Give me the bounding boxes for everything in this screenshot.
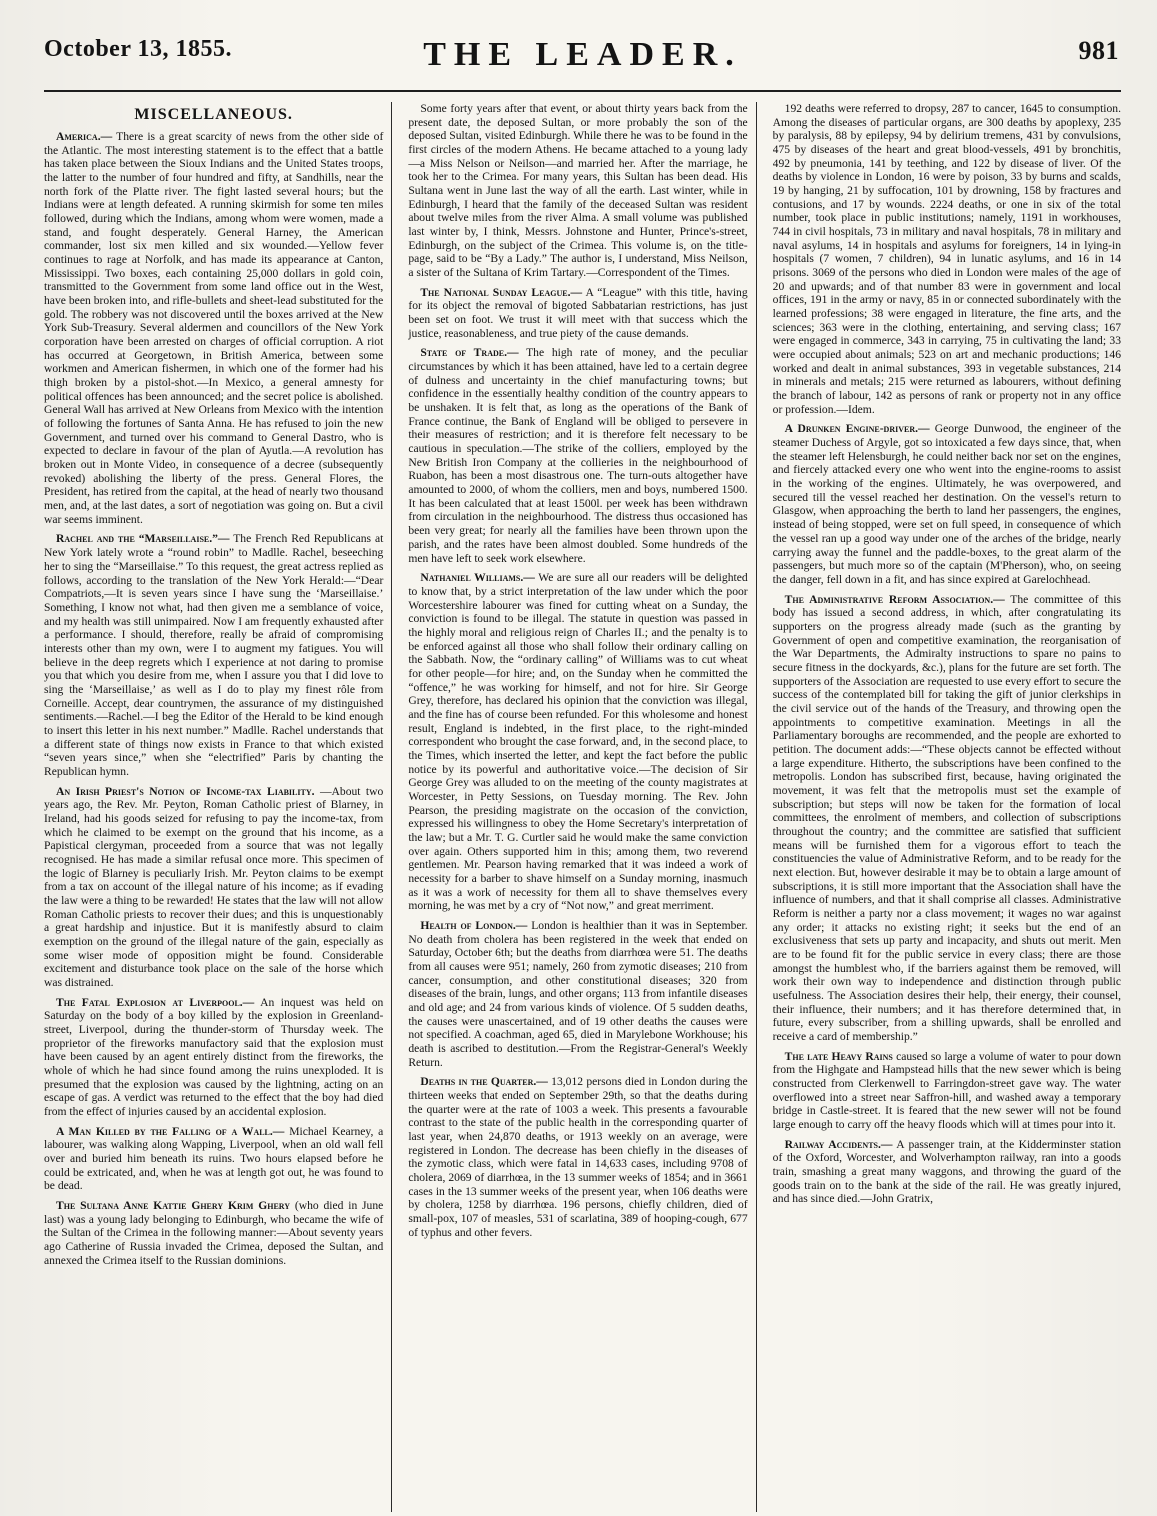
- article-heading: State of Trade.—: [420, 346, 519, 360]
- article-heavy-rains: [773, 1050, 1121, 1132]
- issue-date: October 13, 1855.: [44, 36, 233, 62]
- article-health-of-london: [408, 919, 747, 1069]
- article-administrative-reform: [773, 593, 1121, 1044]
- column-3: [773, 102, 1121, 1512]
- article-heading: Rachel and the “Marseillaise.”—: [56, 532, 230, 546]
- article-body: (who died in June last) was a young lady belonging to Edinburgh, who became the wife of the Sultan of the Crimea in the following manner:—About seventy years ago Catherine of Russia invaded the Crimea, deposed the Sultan, and annexed the Crimea itself to the Russian dominions.: [44, 1199, 384, 1267]
- article-state-of-trade: [408, 346, 747, 565]
- publication-title: THE LEADER.: [423, 36, 742, 73]
- article-heading: The Fatal Explosion at Liverpool.—: [56, 995, 255, 1009]
- article-heading: An Irish Priest's Notion of Income-tax Liability.: [56, 784, 315, 798]
- article-liverpool-explosion: [44, 996, 383, 1119]
- article-sultana-continued: [408, 102, 747, 280]
- article-railway-accidents: [773, 1138, 1121, 1206]
- article-body: The high rate of money, and the peculiar circumstances by which it has been attained, have led to a certain degree of dulness and uncertainty in the chief manufacturing towns; but confidence in the essentially healthy condition of the country appears to be unshaken. It is felt that, as long as the operations of the Bank of France continue, the Bank of England will be obliged to persevere in their measures of restriction; and it is therefore felt necessary to be cautious in speculation.—The strike of the colliers, employed by the New British Iron Company at the collieries in the neighbourhood of Ruabon, has been a most disastrous one. The turn-outs altogether have amounted to 2000, of whom the colliers, men and boys, numbered 1500. It has been calculated that at least 1500l. per week has been withdrawn from circulation in the neighbourhood. The distress thus occasioned has been very great; for nearly all the families have been thrown upon the parish, and the rates have been almost doubled. Some hundreds of the men have left to seek work elsewhere.: [408, 346, 748, 565]
- article-drunken-engine-driver: [773, 422, 1121, 586]
- column-2: [408, 102, 756, 1512]
- article-heading: The Administrative Reform Association.—: [784, 592, 1005, 606]
- article-body: The French Red Republicans at New York lately wrote a “round robin” to Madlle. Rachel, beseeching her to sing the “Marseillaise.” To this request, the great actress replied as follows, according to the translation of the New York Herald:—“Dear Compatriots,—It is seven years since I have sung the ‘Marseillaise.’ Something, I know not what, had then given me a semblance of voice, and my health was still unimpaired. Now I am frequently exhausted after a performance. I should, therefore, really be afraid of compromising interests other than my own, were I to augment my fatigues. You will believe in the deep regrets which I experience at not daring to promise you that which you desire from me, when I assure you that I did love to sing the ‘Marseillaise,’ as well as I do to play my finest rôle from Corneille. Accept, dear countrymen, the assurance of my distinguished sentiments.—Rachel.—I beg the Editor of the Herald to be kind enough to insert this letter in his next number.” Madlle. Rachel understands that a different state of things now exists in France to that which existed “seven years since,” when she “electrified” Paris by chanting the Republican hymn.: [44, 532, 384, 778]
- article-body: —About two years ago, the Rev. Mr. Peyton, Roman Catholic priest of Blarney, in Ireland, had his goods seized for refusing to pay the income-tax, from which he claimed to be exempt on the ground that his income, as a Papistical clergyman, proceeded from a source that was not legally recognised. He has made a similar refusal once more. This specimen of the logic of Blarney is peculiarly Irish. Mr. Peyton claims to be exempt from a tax on account of the illegal nature of his income; as if evading the law were a thing to be rewarded! He states that the law will not allow Roman Catholic priests to recover their dues; and this is unquestionably a great hardship and injustice. But it is manifestly absurd to claim exemption on the ground of the illegal nature of the gain, especially as some wiser mode of opposition might be found. Considerable excitement and disturbance took place on the sale of the horse which was distrained.: [44, 784, 384, 989]
- article-columns: [44, 102, 1121, 1512]
- article-heading: Deaths in the Quarter.—: [420, 1075, 548, 1089]
- article-deaths-in-quarter: [408, 1075, 747, 1239]
- article-sultana-anne: [44, 1199, 383, 1267]
- article-body: 13,012 persons died in London during the thirteen weeks that ended on September 29th, so that the deaths during the quarter were at the rate of 1003 a week. This presents a favourable contrast to the state of the public health in the corresponding quarter of last year, when 24,870 deaths, or 1913 weekly on an average, were registered in London. The decrease has been chiefly in the diseases of the zymotic class, which were fatal in 14,633 cases, including 9708 of cholera, 2069 of diarrhœa, in the 13 summer weeks of 1854; and in 3661 cases in the 13 summer weeks of the present year, when 106 deaths were by cholera, 1258 by diarrhœa. 196 persons, chiefly children, died of small-pox, 107 of measles, 531 of scarlatina, 389 of hooping-cough, 677 of typhus and other fevers.: [408, 1075, 748, 1239]
- article-body: Some forty years after that event, or about thirty years back from the present date, the deposed Sultan, or more probably the son of the deposed Sultan, visited Edinburgh. While there he was to be found in the first circles of the modern Athens. He became attached to a young lady—a Miss Nelson or Neilson—and married her. After the marriage, he took her to the Crimea. For many years, this Sultan has been dead. His Sultana went in June last the way of all the earth. Last winter, while in Edinburgh, I heard that the family of the deceased Sultan was resident about twelve miles from the river Alma. A small volume was published last winter by, I think, Messrs. Johnstone and Hunter, Prince's-street, Edinburgh, on the subject of the Crimea. This volume is, on the title-page, said to be “By a Lady.” The author is, I understand, Miss Neilson, a sister of the Sultana of Krim Tartary.—Correspondent of the Times.: [408, 102, 748, 280]
- article-national-sunday-league: [408, 286, 747, 341]
- article-body: There is a great scarcity of news from the other side of the Atlantic. The most interesting statement is to the effect that a battle has taken place between the Sioux Indians and the United States troops, the latter to the number of four hundred and fifty, at Sandhills, near the north fork of the Platte river. The fight lasted several hours; but the Indians were at length defeated. A running skirmish for some ten miles followed, during which the Indians, among whom were women, made a stand, and fought desperately. General Harney, the American commander, lost six men killed and six wounded.—Yellow fever continues to rage at Norfolk, and has made its appearance at Canton, Mississippi. Two boxes, each containing 25,000 dollars in gold coin, transmitted to the Government from some land office out in the West, have been broken into, and rifle-bullets and sheet-lead substituted for the gold. The robbery was not discovered until the boxes arrived at the New York Sub-Treasury. Several aldermen and councillors of the New York corporation have been arrested on charges of official corruption. A riot has occurred at Georgetown, in British America, between some workmen and American fishermen, in which one of the former had his thigh broken by a pistol-shot.—In Mexico, a general amnesty for political offences has been announced; and the secret police is abolished. General Wall has arrived at New Orleans from Mexico with the intention of following the fortunes of Santa Anna. He has refused to join the new Government, and turned over his command to General Dastro, who is expected to declare in favour of the plan of Ayutla.—A revolution has broken out in Monte Video, in consequence of a decree (subsequently revoked) abolishing the liberty of the press. General Flores, the President, has retired from the capital, at the head of nearly two thousand men, and, at the last dates, a sort of negotiation was going on. But a civil war seems imminent.: [44, 130, 384, 526]
- article-heading: Railway Accidents.—: [784, 1137, 893, 1151]
- article-heading: America.—: [56, 130, 113, 143]
- article-heading: The late Heavy Rains: [784, 1049, 893, 1063]
- article-heading: A Man Killed by the Falling of a Wall.—: [56, 1124, 285, 1138]
- article-body: A “League” with this title, having for its object the removal of bigoted Sabbatarian restrictions, has just been set on foot. We trust it will meet with that success which the justice, reasonableness, and true piety of the cause demands.: [408, 285, 748, 340]
- article-body: We are sure all our readers will be delighted to know that, by a strict interpretation of the law under which the poor Worcestershire labourer was fined for cutting wheat on a Sunday, the conviction is found to be illegal. The statute in question was passed in the highly moral and religious reign of Charles II.; and the penalty is to be enforced against all those who shall follow their ordinary calling on the Sabbath. Now, the “ordinary calling” of Williams was to cut wheat for other people—for hire; and, on the Sunday when he committed the “offence,” he was working for himself, and not for hire. Sir George Grey, therefore, has declared his opinion that the conviction was illegal, and the fine has of course been refunded. For this wholesome and honest result, England is indebted, in the first place, to the right-minded correspondent who brought the case forward, and, in the second place, to the Times, which inserted the letter, and kept the fact before the public notice by its powerful and authoritative voice.—The decision of Sir George Grey was alluded to on the meeting of the county magistrates at Worcester, in Petty Sessions, on Tuesday morning. The Rev. John Pearson, the presiding magistrate on the occasion of the conviction, expressed his willingness to obey the Home Secretary's interpretation of the law; but a Mr. T. G. Curtler said he would make the same conviction over again. Others supported him in this; among them, two reverend gentlemen. Mr. Pearson having remarked that it was indeed a work of necessity for a barber to shave himself on a Sunday morning, inasmuch as it was a work of necessity for them all to shave themselves every morning, he was met by a cry of “Not now,” and great merriment.: [408, 571, 748, 913]
- article-body: Michael Kearney, a labourer, was walking along Wapping, Liverpool, when an old wall fell over and buried him beneath its ruins. Two hours elapsed before he could be extricated, and, when he was at length got out, he was found to be dead.: [44, 1124, 384, 1193]
- article-body: London is healthier than it was in September. No death from cholera has been registered in the week that ended on Saturday, October 6th; but the deaths from diarrhœa were 51. The deaths from all causes were 951; namely, 260 from zymotic diseases; 210 from cancer, consumption, and other constitutional diseases; 320 from diseases of the brain, lungs, and other organs; 113 from infantile diseases and old age; and 24 from various kinds of violence. Of 5 sudden deaths, the causes were unascertained, and of 19 other deaths the causes were not specified. A coachman, aged 65, died in Marylebone Workhouse; his death is ascribed to destitution.—From the Registrar-General's Weekly Return.: [408, 918, 748, 1069]
- article-death-statistics-continued: [773, 102, 1121, 416]
- masthead: [44, 34, 1121, 92]
- article-heading: The National Sunday League.—: [420, 285, 583, 299]
- article-falling-wall: [44, 1125, 383, 1193]
- article-irish-priest: [44, 785, 383, 990]
- section-title: MISCELLANEOUS.: [134, 106, 293, 123]
- article-heading: Health of London.—: [420, 918, 528, 932]
- article-heading: Nathaniel Williams.—: [420, 571, 535, 585]
- article-body: 192 deaths were referred to dropsy, 287 to cancer, 1645 to consumption. Among the diseases of particular organs, are 300 deaths by apoplexy, 235 by paralysis, 88 by epilepsy, 94 by delirium tremens, 431 by convulsions, 475 by diseases of the heart and great blood-vessels, 491 by bronchitis, 492 by pneumonia, 141 by teething, and 122 by disease of liver. Of the deaths by violence in London, 16 were by poison, 33 by burns and scalds, 19 by hanging, 21 by suffocation, 101 by drowning, 158 by fractures and contusions, and 17 by wounds. 2224 deaths, or one in six of the total number, took place in public institutions; namely, 1191 in workhouses, 744 in civil hospitals, 73 in military and naval hospitals, 78 in military and naval asylums, 14 in hospitals and asylums for foreigners, 14 in lying-in hospitals (7 women, 7 children), 94 in lunatic asylums, and 16 in 14 prisons. 3069 of the persons who died in London were males of the age of 20 and upwards; and of that number 83 were in government and local offices, 191 in the army or navy, 85 in or connected subordinately with the learned professions; 38 were engaged in literature, the fine arts, and the sciences; 363 were in the clothing, entertaining, and serving class; 167 were engaged in commerce, 343 in carrying, 75 in cultivating the land; 33 were occupied about animals; 523 on art and mechanic productions; 146 worked and dealt in animal substances, 393 in vegetable substances, 214 in minerals and metals; 215 were returned as labourers, without defining the branch of labour, 142 as persons of rank or property not in any office or profession.—Idem.: [772, 102, 1121, 416]
- article-america: [44, 130, 383, 526]
- article-heading: A Drunken Engine-driver.—: [784, 422, 930, 436]
- column-1: [44, 102, 392, 1512]
- article-nathaniel-williams: [408, 571, 747, 913]
- article-body: An inquest was held on Saturday on the body of a boy killed by the explosion in Greenland-street, Liverpool, during the thunder-storm of Thursday week. The proprietor of the fireworks manufactory said that the explosion must have been caused by an agent entirely distinct from the fireworks, the whole of which he had since found among the ruins unexploded. It is presumed that the explosion was caused by the lightning, acting on an escape of gas. A verdict was returned to the effect that the boy had died from the effect of injuries caused by an accidental explosion.: [44, 995, 384, 1119]
- article-heading: The Sultana Anne Kattie Ghery Krim Ghery: [56, 1199, 291, 1213]
- article-body: The committee of this body has issued a second address, in which, after congratulating its supporters on the progress already made (such as the granting by Government of open and competitive examination, the reorganisation of the War Departments, the Admiralty instructions to spare no pains to secure fitness in the dockyards, &c.), plans for the future are set forth. The supporters of the Association are requested to use every effort to secure the success of the contemplated bill for taking the gift of junior clerkships in the civil service out of the hands of the Treasury, and throwing open the appointments to competitive examination. Meetings in all the Parliamentary boroughs are recommended, and the people are exhorted to petition. The document adds:—“These objects cannot be effected without a large expenditure. Hitherto, the subscriptions have been confined to the metropolis. London has subscribed first, because, having originated the movement, it was felt that the metropolis must set the example of subscription; but steps will now be taken for the formation of local committees, the enrolment of members, and collection of subscriptions throughout the country; and the committee are satisfied that sufficient means will be furnished them for a vigorous effort to teach the constituencies the value of Administrative Reform, and to be ready for the next election. But, however desirable it may be to obtain a large amount of subscriptions, it is still more important that the Association shall have the influence of numbers, and that it shall comprise all classes. Administrative Reform is neither a party nor a class movement; it wages no war against any order; it attacks no existing right; it seeks but the end of an exclusiveness that sets up party and incapacity, and shuts out merit. Men are to be found fit for the public service in every class; there are those amongst the humblest who, if the barriers against them be removed, will work their own way to independence and distinction through public usefulness. The Association desires their help, their energy, their counsel, their influence, their numbers; and it has therefore determined that, in future, every subscriber, from a shilling upwards, shall be enrolled and receive a card of membership.”: [772, 592, 1121, 1044]
- article-rachel-marseillaise: [44, 532, 383, 778]
- article-body: caused so large a volume of water to pour down from the Highgate and Hampstead hills that the new sewer which is being constructed from Clerkenwell to Farringdon-street gave way. The water overflowed into a street near Saffron-hill, and washed away a temporary bridge in Castle-street. It is feared that the new sewer will not be found large enough to carry off the heavy floods which will at times pour into it.: [772, 1049, 1121, 1132]
- article-body: George Dunwood, the engineer of the steamer Duchess of Argyle, got so intoxicated a few days since, that, when the steamer left Helensburgh, he could neither back nor set on the engines, and fiercely attacked every one who went into the engine-rooms to assist in the working of the engines. Ultimately, he was overpowered, and secured till the vessel reached her destination. On the vessel's return to Glasgow, when approaching the berth to land her passengers, the engines, instead of being stopped, were set on full speed, in consequence of which the vessel ran up a good way under one of the arches of the bridge, nearly carrying away the funnel and the paddle-boxes, to the great alarm of the passengers, but much more so of the captain (M'Pherson), who, on seeing the danger, fell down in a fit, and has since expired at Garelochhead.: [772, 422, 1121, 586]
- article-body: A passenger train, at the Kidderminster station of the Oxford, Worcester, and Wolverhampton railway, ran into a goods train, smashing a great many waggons, and throwing the guard of the goods train on to the bank at the side of the rail. He was greatly injured, and has since died.—John Gratrix,: [772, 1137, 1121, 1206]
- page-number: 981: [1078, 36, 1119, 65]
